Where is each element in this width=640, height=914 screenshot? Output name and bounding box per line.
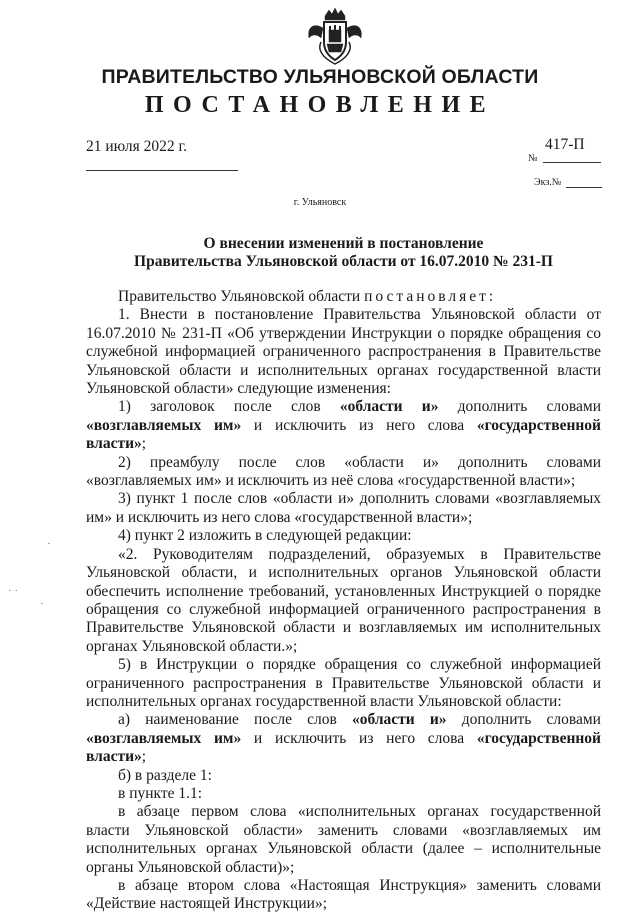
bold-span: «возглавляемых им»: [86, 729, 242, 747]
document-body: [86, 288, 601, 914]
item-5-instruction: 5) в Инструкции о порядке обращения со служебной информацией ограниченного распространения в Правительстве Ульяновской области и исполнительных органах государственной власти Ульяновской области:: [86, 656, 601, 710]
bold-span: «области и»: [351, 711, 447, 729]
text-span: 1) заголовок после слов: [118, 398, 340, 416]
document-title: [86, 235, 601, 271]
text-span: и исключить из него слова: [241, 729, 477, 747]
organization-name: ПРАВИТЕЛЬСТВО УЛЬЯНОВСКОЙ ОБЛАСТИ: [101, 66, 539, 88]
document-date: 21 июля 2022 г.: [86, 138, 187, 155]
document-number: 417-П: [545, 136, 585, 153]
bold-span: «государственной власти»: [86, 729, 601, 766]
title-line-1: О внесении изменений в постановление: [203, 235, 484, 252]
item-1-title: [86, 398, 601, 453]
margin-mark: · ·: [8, 585, 19, 597]
number-label: №: [528, 153, 538, 164]
intro-paragraph: [86, 288, 601, 306]
paragraph-second-change: в абзаце втором слова «Настоящая Инструкция» заменить словами «Действие настоящей Инструкции»;: [86, 877, 601, 913]
title-line-2: Правительства Ульяновской области от 16.07.2010 № 231-П: [134, 253, 553, 270]
bold-span: «возглавляемых им»: [86, 416, 242, 434]
quoted-point-2: «2. Руководителям подразделений, образуемых в Правительстве Ульяновской области, и исполнительных органов Ульяновской области обеспечить исполнение требований, установленных Инструкцией о порядке обращения со служебной информацией ограниченного распространения в Правительстве Ульяновской области и возглавляемых им исполнительных органах Ульяновской области.»;: [86, 545, 601, 655]
item-3-point-1: 3) пункт 1 после слов «области и» дополнить словами «возглавляемых им» и исключить из него слова «государственной власти»;: [86, 490, 601, 526]
text-span: ;: [141, 748, 147, 766]
text-span: а) наименование после слов: [118, 711, 352, 729]
paragraph-first-change: в абзаце первом слова «исполнительных органах государственной власти Ульяновской области» заменить словами «возглавляемых им исполнительных органах Ульяновской области (далее – исполнительные органы Ульяновской области)»;: [86, 803, 601, 876]
subitem-b-section-1: б) в разделе 1:: [118, 766, 212, 784]
margin-mark: ·: [40, 598, 44, 610]
number-underline: [543, 162, 601, 163]
document-type: ПОСТАНОВЛЕНИЕ: [144, 92, 496, 118]
city-name: г. Ульяновск: [293, 197, 347, 208]
text-span: дополнить словами: [438, 398, 601, 416]
text-span: ;: [141, 435, 147, 453]
bold-span: «государственной власти»: [86, 416, 601, 453]
text-span: и исключить из него слова: [241, 416, 477, 434]
intro-verb: постановляет:: [364, 288, 497, 305]
subitem-a-name: [86, 711, 601, 766]
coat-of-arms-icon: [303, 2, 367, 66]
item-2-preamble: 2) преамбулу после слов «области и» дополнить словами «возглавляемых им» и исключить из неё слова «государственной власти»;: [86, 453, 601, 490]
copy-number-underline: [566, 187, 602, 188]
intro-text: Правительство Ульяновской области: [118, 288, 365, 305]
text-span: дополнить словами: [446, 711, 601, 729]
date-underline: [86, 170, 238, 171]
paragraph-1: 1. Внести в постановление Правительства Ульяновской области от 16.07.2010 № 231-П «Об утверждении Инструкции о порядке обращения со служебной информацией ограниченного распространения в Правительстве Ульяновской области и исполнительных органах государственной власти Ульяновской области» следующие изменения:: [86, 306, 601, 398]
coat-of-arms-emblem: [303, 2, 367, 66]
bold-span: «области и»: [339, 398, 439, 416]
item-4-point-2: 4) пункт 2 изложить в следующей редакции:: [118, 527, 412, 545]
point-1-1: в пункте 1.1:: [118, 784, 203, 802]
copy-number-label: Экз.№: [534, 177, 562, 188]
margin-mark: ·: [47, 538, 51, 550]
